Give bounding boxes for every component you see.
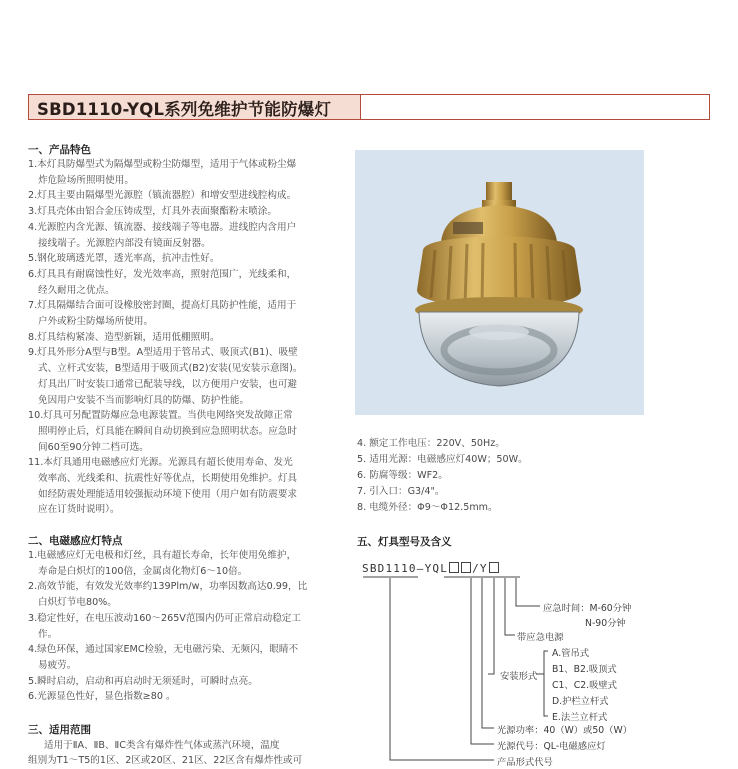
section3-heading: 三、适用范围 [28,724,91,736]
list-item-line: 白炽灯节电80%。 [38,597,117,609]
label-install-c: C1、C2.吸壁式 [552,680,617,691]
list-item-number: 2. [28,581,38,593]
list-item-line: 照明停止后，灯具能在瞬间自动切换到应急照明状态。应急时 [38,425,298,437]
list-item-number: 3. [28,612,38,624]
list-item-line: 瞬时启动，启动和再启动时无须延时，可瞬时点亮。 [37,675,258,687]
list-item-number: 1. [28,159,38,170]
section1-heading: 一、产品特色 [28,144,91,156]
list-item-line: 灯具壳体由铝合金压铸成型，灯具外表面聚酯粉末喷涂。 [37,206,277,218]
list-item-line: 灯具具有耐腐蚀性好，发光效率高，照射范围广，光线柔和， [37,268,297,280]
spec-cable-diameter: 8. 电缆外径：Φ9～Φ12.5mm。 [357,502,498,513]
list-item-line: 作。 [38,628,58,640]
label-emergency-time: 应急时间：M-60分钟 [543,603,632,614]
list-item-number: 3. [28,206,38,218]
label-power: 光源功率：40（W）或50（W） [497,725,633,736]
list-item-line: 易疲劳。 [38,659,77,671]
label-emergency-time-2: N-90分钟 [585,618,626,629]
page-title: SBD1110-YQL系列免维护节能防爆灯 [37,100,332,119]
list-item-line: 炸危险场所照明使用。 [38,174,134,186]
label-product-code: 产品形式代号 [497,757,553,768]
section2-heading: 二、电磁感应灯特点 [28,535,123,547]
label-install-e: E.法兰立杆式 [552,712,608,723]
list-item-line: 稳定性好，在电压波动160～265V范围内仍可正常启动稳定工 [37,612,301,624]
spec-anticorrosion: 6. 防腐等级：WF2。 [357,470,448,481]
list-item-number: 5. [28,253,38,265]
list-item-line: 应在订货时说明）。 [38,504,120,516]
list-item-number: 7. [28,300,38,312]
list-item-line: 光源显色性好，显色指数≥80 。 [37,691,176,703]
list-item-line: 如经防震处理能适用较强振动环境下使用（用户如有防震要求 [38,488,298,500]
list-item-line: 效率高、光线柔和、抗震性好等优点，长期使用免维护。灯具 [38,473,298,484]
list-item-line: 灯具结构紧凑、造型新颖，适用低棚照明。 [37,331,220,343]
label-install-b: B1、B2.吸顶式 [552,664,617,675]
list-item-number: 6. [28,691,38,703]
section5-heading: 五、灯具型号及含义 [357,536,452,548]
label-install-a: A.管吊式 [552,648,590,659]
list-item-line: 灯具外形分A型与B型。A型适用于管吊式、吸顶式(B1)、吸壁 [37,347,298,359]
list-item-number: 10. [28,410,44,422]
list-item-line: 间60至90分钟二档可选。 [38,441,149,453]
list-item-line: 光源腔内含光源、镇流器、接线端子等电器。进线腔内含用户 [37,221,297,233]
list-item-number: 5. [28,675,38,687]
list-item-line: 接线端子。光源腔内部没有镜面反射器。 [38,237,211,249]
spec-voltage: 4. 额定工作电压：220V、50Hz。 [357,438,505,449]
list-item-line: 灯具可另配置防爆应急电源装置。当供电网络突发故障正常 [43,410,293,422]
list-item-line: 户外或粉尘防爆场所使用。 [38,316,154,327]
list-item-line: 经久耐用之优点。 [38,284,115,296]
scope-line-2: 组别为T1～T5的1区、2区或20区、21区、22区含有爆炸性或可 [28,755,303,766]
list-item-line: 钢化玻璃透光罩，透光率高，抗冲击性好。 [37,253,220,265]
list-item-number: 2. [28,190,38,202]
code-prefix: SBD1110 [362,562,417,575]
code-slash: /Y [472,562,488,575]
list-item-number: 8. [28,331,38,343]
list-item-number: 4. [28,644,38,656]
list-item-line: 本灯具通用电磁感应灯光源。光源具有超长使用寿命、发光 [43,457,293,469]
list-item-line: 本灯具防爆型式为隔爆型或粉尘防爆型，适用于气体或粉尘爆 [37,159,297,170]
label-source-code: 光源代号：QL-电磁感应灯 [497,741,606,752]
list-item-line: 绿色环保，通过国家EMC检验，无电磁污染、无频闪，眼睛不 [37,644,299,656]
code-mid: YQL [424,562,449,575]
list-item-line: 寿命是白炽灯的100倍，金属卤化物灯6～10倍。 [38,565,248,577]
list-item-number: 9. [28,347,38,359]
list-item-line: 免因用户安装不当而影响灯具的防爆、防护性能。 [38,394,250,406]
list-item-line: 灯具主要由隔爆型光源腔（镇流器腔）和增安型进线腔构成。 [37,190,297,202]
label-emergency-power: 带应急电源 [517,632,564,643]
code-dash: — [416,562,425,575]
scope-line-1: 适用于ⅡA、ⅡB、ⅡC类含有爆炸性气体或蒸汽环境，温度 [44,740,280,751]
list-item-number: 1. [28,550,38,561]
list-item-number: 4. [28,221,38,233]
spec-inlet: 7. 引入口：G3/4"。 [357,486,445,497]
spec-light-source: 5. 适用光源：电磁感应灯40W；50W。 [357,454,528,465]
list-item-line: 电磁感应灯无电极和灯丝，具有超长寿命，长年使用免维护， [37,550,297,561]
label-install-title: 安装形式 [500,671,538,682]
list-item-number: 11. [28,457,44,469]
label-install-d: D.护栏立杆式 [552,696,609,707]
list-item-line: 灯具隔爆结合面可设橡胶密封圈，提高灯具防护性能，适用于 [37,300,297,312]
list-item-line: 高效节能，有效发光效率约139Plm/w，功率因数高达0.99，比 [37,581,308,593]
list-item-line: 式、立杆式安装，B型适用于吸顶式(B2)安装(见安装示意图)。 [38,363,303,375]
list-item-line: 灯具出厂时安装口通常已配装导线，以方便用户安装，也可避 [38,378,298,390]
list-item-number: 6. [28,268,38,280]
